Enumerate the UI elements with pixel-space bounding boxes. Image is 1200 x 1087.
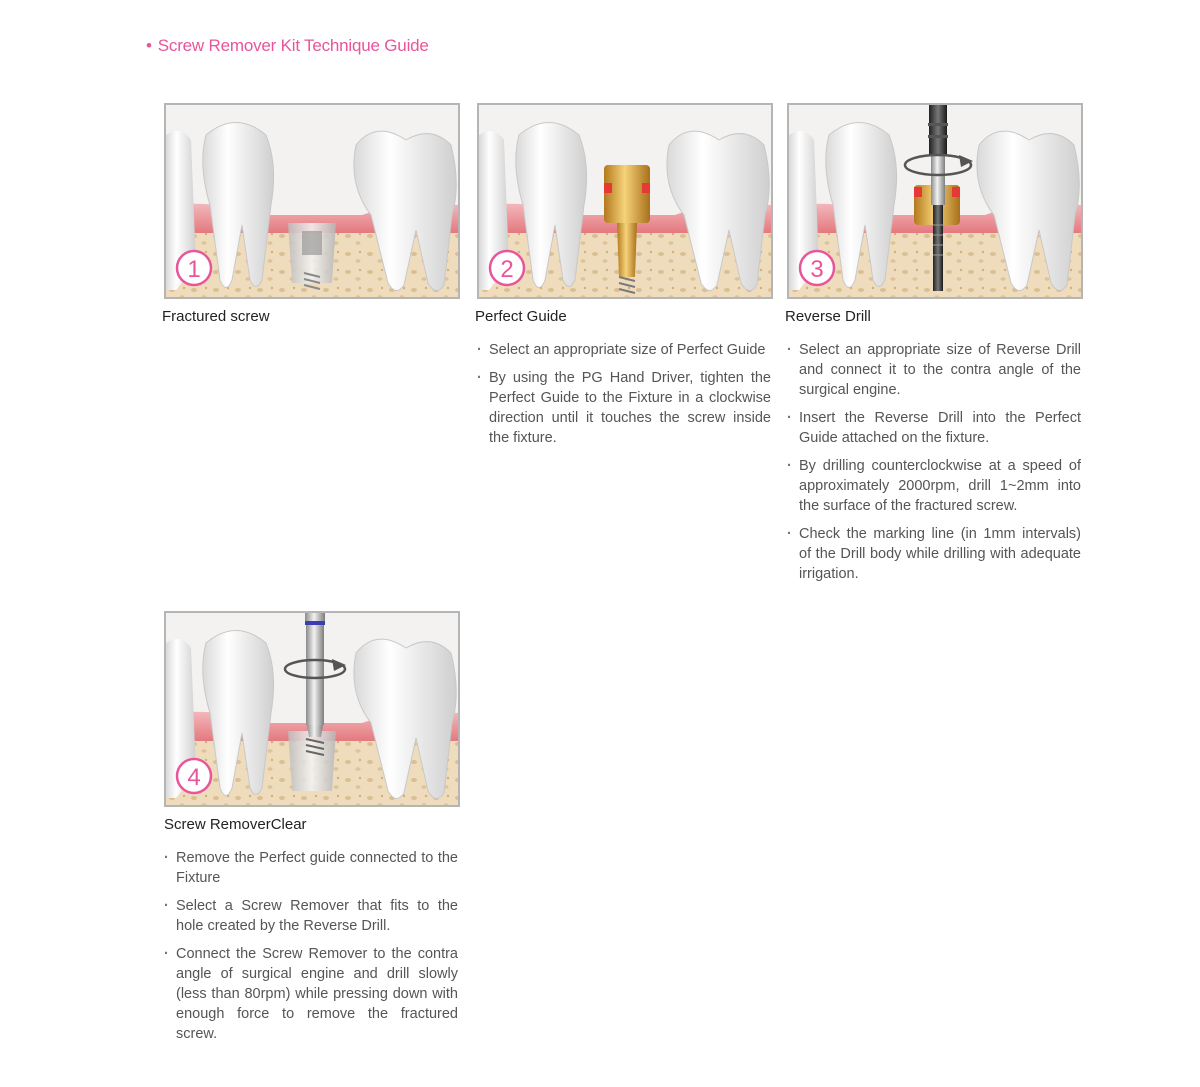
step-title: Screw RemoverClear [164,816,307,833]
fixture-icon [288,223,336,289]
step-number-badge [177,251,211,285]
step-3-illustration [787,103,1083,299]
step-2-illustration [477,103,773,299]
bullet-item: · Remove the Perfect guide connected to the Fixture [164,848,458,888]
bullet-item: · Select a Screw Remover that fits to the hole created by the Reverse Drill. [164,896,458,936]
step-3-scene [789,105,1081,297]
page-title [146,36,429,56]
step-number-badge [177,759,211,793]
bullet-item: · Check the marking line (in 1mm intervals) of the Drill body while drilling with adequate irrigation. [787,524,1081,584]
step-bullets [164,848,458,1044]
step-2-scene [479,105,771,297]
step-number: 4 [187,764,201,791]
step-1 [164,103,460,325]
bullet-item: · Select an appropriate size of Perfect Guide [477,340,771,360]
page-title-text: Screw Remover Kit Technique Guide [157,36,429,55]
step-4 [164,611,460,1052]
step-title: Reverse Drill [785,308,871,325]
bullet-item: · Connect the Screw Remover to the contra angle of surgical engine and drill slowly (less than 80rpm) while pressing down with enough force to remove the fractured screw. [164,944,458,1044]
step-number: 1 [187,256,201,283]
step-title: Fractured screw [162,308,270,325]
step-1-illustration [164,103,460,299]
title-bullet: • [146,36,152,55]
step-number-badge [490,251,524,285]
step-bullets [787,340,1081,584]
step-4-scene [166,613,458,805]
bullet-item: · Insert the Reverse Drill into the Perfect Guide attached on the fixture. [787,408,1081,448]
bullet-item: · By using the PG Hand Driver, tighten the Perfect Guide to the Fixture in a clockwise direction until it touches the screw inside the fixture. [477,368,771,448]
step-4-illustration [164,611,460,807]
step-2 [477,103,773,456]
bullet-item: · By drilling counterclockwise at a speed of approximately 2000rpm, drill 1~2mm into the surface of the fractured screw. [787,456,1081,516]
step-number: 2 [500,256,514,283]
step-1-scene [166,105,458,297]
step-bullets [477,340,771,448]
step-number-badge [800,251,834,285]
step-number: 3 [810,256,824,283]
step-3 [787,103,1083,592]
bullet-item: · Select an appropriate size of Reverse Drill and connect it to the contra angle of the surgical engine. [787,340,1081,400]
step-title: Perfect Guide [475,308,567,325]
